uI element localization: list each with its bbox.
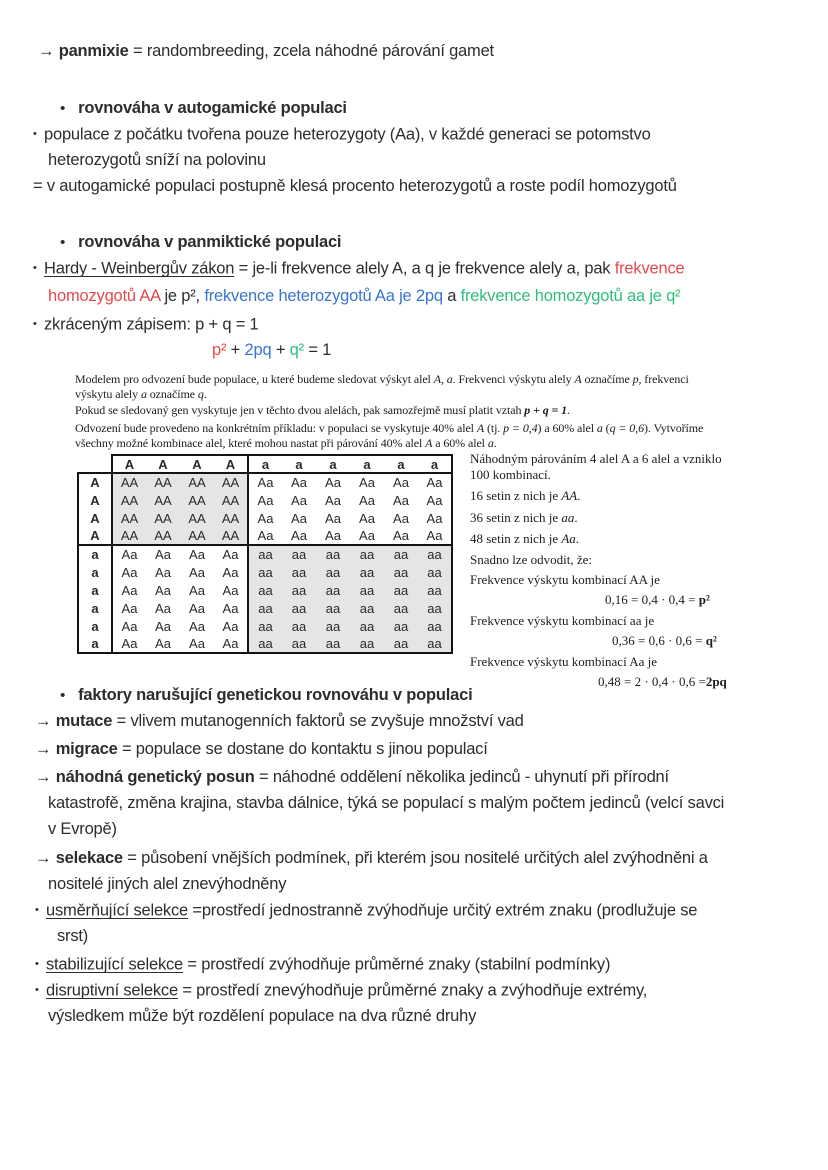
text-segment: →	[35, 849, 56, 867]
model-text-line-3	[75, 403, 570, 419]
model-text-line-2	[75, 387, 207, 403]
table-cell: aa	[350, 581, 384, 599]
table-cell: Aa	[155, 582, 171, 598]
table-cell: Aa	[214, 635, 248, 653]
text-segment: a	[140, 387, 147, 401]
text-segment: Frekvence výskytu kombinací AA je	[470, 572, 660, 587]
table-row	[78, 545, 452, 563]
table-cell: Aa	[121, 564, 138, 580]
table-cell: aa	[418, 617, 452, 635]
text-segment: výsledkem může být rozdělení populace na dva různé druhy	[48, 1007, 477, 1025]
table-cell: Aa	[325, 492, 341, 508]
text-segment: (	[602, 421, 610, 435]
text-segment: Hardy - Weinbergův zákon	[44, 259, 235, 278]
text-segment: a 60% alel	[432, 436, 488, 450]
table-row	[78, 491, 452, 509]
table-cell: Aa	[155, 600, 171, 616]
text-segment: = vlivem mutanogenních faktorů se zvyšuje množství vad	[112, 712, 524, 730]
table-cell: aa	[248, 617, 282, 635]
table-cell: aa	[248, 563, 282, 581]
text-segment: q²	[289, 341, 304, 359]
table-cell: aa	[248, 581, 282, 599]
table-header-row	[78, 455, 452, 473]
text-segment: označíme	[581, 372, 633, 386]
text-segment: = prostředí zvýhodňuje průměrné znaky (stabilní podmínky)	[183, 955, 611, 974]
table-cell: aa	[384, 563, 418, 581]
table-cell: aa	[350, 599, 384, 617]
table-cell: aa	[316, 635, 350, 653]
text-segment: nositelé jiných alel znevýhodněny	[48, 875, 287, 893]
table-cell: AA	[214, 473, 248, 491]
derivation-formula	[598, 674, 727, 690]
table-cell: aa	[282, 581, 316, 599]
text-segment: náhodná genetický posun	[55, 768, 255, 786]
line-populace-2	[48, 149, 266, 171]
table-cell: Aa	[155, 547, 171, 562]
text-segment: q = 0,6	[609, 421, 644, 435]
derivation-line	[470, 552, 592, 568]
line-disruptivni-2	[48, 1005, 476, 1027]
text-segment: p	[632, 372, 639, 386]
text-segment: •	[33, 318, 37, 330]
text-segment: faktory narušující genetickou rovnováhu v populaci	[78, 686, 473, 704]
text-segment: je p²,	[160, 287, 205, 305]
text-segment: zkráceným zápisem: p + q = 1	[39, 315, 259, 334]
table-cell: Aa	[316, 527, 350, 545]
text-segment: •	[60, 687, 66, 704]
text-segment: p = 0,4	[503, 421, 538, 435]
table-cell: Aa	[257, 475, 274, 490]
text-segment: 100 kombinací.	[470, 467, 551, 482]
text-segment: disruptivní selekce	[46, 981, 178, 1000]
table-cell: AA	[112, 473, 146, 491]
text-segment: (tj.	[484, 421, 504, 435]
text-segment: 16 setin z nich je	[470, 488, 562, 503]
table-cell: aa	[384, 545, 418, 563]
table-cell: aa	[350, 545, 384, 563]
table-cell: AA	[146, 491, 180, 509]
text-segment: A	[574, 372, 582, 386]
line-usmernujici-1	[35, 899, 697, 921]
table-cell: Aa	[418, 527, 452, 545]
text-segment: Modelem pro odvození bude populace, u které budeme sledovat výskyt alel	[75, 372, 434, 386]
text-segment: +	[271, 341, 290, 359]
text-segment: Odvození bude provedeno na konkrétním příkladu: v populaci se vyskytuje 40% alel	[75, 421, 477, 435]
derivation-line	[470, 531, 579, 547]
text-segment: →	[38, 42, 59, 60]
table-row-header: a	[78, 581, 112, 599]
text-segment: +	[226, 341, 245, 359]
text-segment: a	[442, 287, 461, 305]
table-cell: aa	[350, 563, 384, 581]
table-cell: AA	[180, 473, 214, 491]
heading-panmictic	[60, 231, 341, 254]
line-hardy-weinberg-1	[33, 257, 684, 279]
table-cell: aa	[418, 581, 452, 599]
table-cell: Aa	[121, 582, 138, 598]
text-segment: = náhodné oddělení několika jedinců - uhynutí při přírodní	[254, 768, 669, 786]
text-segment: ,	[440, 372, 447, 386]
table-cell: aa	[350, 617, 384, 635]
text-segment: a	[446, 372, 453, 386]
text-segment: .	[577, 488, 581, 503]
text-segment: frekvence heterozygotů Aa je 2pq	[204, 287, 443, 305]
table-cell: AA	[180, 491, 214, 509]
table-row-header: A	[78, 491, 112, 509]
text-segment: Frekvence výskytu kombinací Aa je	[470, 654, 658, 669]
table-cell: aa	[418, 599, 452, 617]
table-cell: aa	[384, 617, 418, 635]
text-segment: Náhodným párováním 4 alel A a 6 alel a vzniklo	[470, 451, 722, 466]
table-row-header: a	[78, 563, 112, 581]
text-segment: p²	[698, 592, 710, 607]
text-segment: q²	[705, 633, 717, 648]
text-segment: = populace se dostane do kontaktu s jinou populací	[117, 740, 488, 758]
table-cell: Aa	[121, 618, 138, 634]
table-cell: Aa	[214, 581, 248, 599]
table-cell: Aa	[214, 617, 248, 635]
table-row-header: a	[78, 599, 112, 617]
text-segment: a	[487, 436, 494, 450]
text-segment: 2pq	[705, 674, 727, 689]
table-col-header: a	[350, 455, 384, 473]
table-col-header: a	[282, 455, 316, 473]
table-cell: Aa	[359, 492, 375, 508]
table-cell: Aa	[325, 475, 341, 490]
text-segment: v Evropě)	[48, 820, 117, 838]
text-segment: Aa	[561, 531, 576, 546]
model-text-line-4	[75, 421, 703, 437]
text-segment: A	[425, 436, 433, 450]
text-segment: aa	[561, 510, 575, 525]
table-cell: aa	[248, 599, 282, 617]
table-cell: aa	[282, 635, 316, 653]
derivation-line	[470, 488, 580, 504]
derivation-line	[470, 572, 660, 588]
table-cell: Aa	[189, 564, 205, 580]
text-segment: 0,48 = 2 · 0,4 · 0,6 =	[598, 674, 706, 689]
line-hw-formula	[212, 339, 331, 361]
table-cell: AA	[112, 491, 146, 509]
table-cell: Aa	[418, 473, 452, 491]
model-text-line-5	[75, 436, 497, 452]
line-geneticky-posun-2	[48, 792, 724, 814]
line-selekace-2	[48, 873, 286, 895]
line-autogamic-conclusion	[33, 175, 677, 197]
derivation-line	[470, 613, 654, 629]
table-col-header: A	[146, 455, 180, 473]
text-segment: = prostředí znevýhodňuje průměrné znaky a zvýhodňuje extrémy,	[177, 981, 648, 1000]
text-segment: všechny možné kombinace alel, které mohou nastat při párování 40% alel	[75, 436, 426, 450]
table-cell: aa	[316, 563, 350, 581]
table-cell: Aa	[146, 635, 180, 653]
table-cell: Aa	[121, 600, 138, 616]
table-cell: aa	[350, 635, 384, 653]
line-selekace-1	[35, 847, 708, 869]
text-segment: 0,16 = 0,4 · 0,4 =	[605, 592, 699, 607]
text-segment: 2pq	[244, 341, 272, 359]
text-segment: = 1	[303, 341, 332, 359]
table-row	[78, 473, 452, 491]
table-col-header: a	[418, 455, 452, 473]
table-col-header: a	[316, 455, 350, 473]
table-cell: AA	[214, 527, 248, 545]
table-row	[78, 563, 452, 581]
table-cell: aa	[384, 581, 418, 599]
table-cell: aa	[384, 599, 418, 617]
heading-autogamic	[60, 97, 347, 120]
table-col-header: A	[180, 455, 214, 473]
table-cell: aa	[316, 581, 350, 599]
heading-factors	[60, 684, 472, 707]
text-segment: = působení vnějších podmínek, při kterém jsou nositelé určitých alel zvýhodněni a	[122, 849, 708, 867]
table-cell: AA	[112, 509, 146, 527]
text-segment: = v autogamické populaci postupně klesá procento heterozygotů a roste podíl homozygotů	[33, 177, 677, 195]
table-cell: AA	[214, 491, 248, 509]
text-segment: 48 setin z nich je	[470, 531, 562, 546]
table-cell: AA	[112, 527, 146, 545]
table-cell: AA	[146, 527, 180, 545]
text-segment: stabilizující selekce	[46, 955, 184, 974]
table-cell: Aa	[393, 510, 409, 526]
table-row	[78, 635, 452, 653]
line-disruptivni-1	[35, 979, 647, 1001]
text-segment: →	[35, 712, 56, 730]
table-col-header: A	[112, 455, 146, 473]
text-segment: panmixie	[58, 42, 129, 60]
text-segment: 0,36 = 0,6 · 0,6 =	[612, 633, 706, 648]
derivation-line	[470, 451, 722, 467]
table-col-header: A	[214, 455, 248, 473]
table-cell: Aa	[291, 510, 307, 526]
table-row	[78, 527, 452, 545]
table-cell: aa	[418, 635, 452, 653]
table-cell: aa	[282, 599, 316, 617]
table-row	[78, 581, 452, 599]
text-segment: označíme	[146, 387, 198, 401]
text-segment: usměrňující selekce	[46, 901, 189, 920]
table-row-header: a	[78, 617, 112, 635]
text-segment: .	[203, 387, 207, 401]
table-col-header: a	[384, 455, 418, 473]
table-cell: Aa	[189, 582, 205, 598]
line-short-notation	[33, 313, 259, 335]
table-cell: aa	[282, 563, 316, 581]
text-segment: .	[574, 510, 578, 525]
text-segment: •	[33, 128, 37, 140]
line-usmernujici-2	[57, 925, 88, 947]
model-text-line-1	[75, 372, 689, 388]
derivation-formula	[612, 633, 717, 649]
text-segment: rovnováha v autogamické populaci	[78, 99, 347, 117]
table-cell: Aa	[384, 527, 418, 545]
text-segment: frekvence	[614, 259, 685, 278]
table-cell: Aa	[325, 510, 341, 526]
line-geneticky-posun-1	[35, 766, 669, 788]
text-segment: frekvence homozygotů aa je q²	[460, 287, 681, 305]
text-segment: •	[35, 984, 39, 996]
text-segment: selekace	[55, 849, 123, 867]
table-cell: aa	[384, 635, 418, 653]
table-cell: aa	[316, 617, 350, 635]
table-cell: AA	[146, 509, 180, 527]
text-segment: a	[596, 421, 603, 435]
table-cell: Aa	[350, 527, 384, 545]
table-cell: aa	[418, 563, 452, 581]
table-cell: Aa	[359, 510, 375, 526]
text-segment: migrace	[55, 740, 118, 758]
text-segment: = randombreeding, zcela náhodné párování gamet	[128, 42, 494, 60]
table-row-header: a	[78, 635, 112, 653]
text-segment: Pokud se sledovaný gen vyskytuje jen v těchto dvou alelách, pak samozřejmě musí platit vztah	[75, 403, 525, 417]
table-cell: aa	[316, 599, 350, 617]
table-row	[78, 617, 452, 635]
table-row-header: A	[78, 473, 112, 491]
text-segment: →	[35, 768, 56, 786]
table-cell: Aa	[214, 599, 248, 617]
line-panmixie	[38, 40, 494, 62]
table-cell: Aa	[112, 635, 146, 653]
table-cell: Aa	[189, 547, 205, 562]
table-row-header: A	[78, 509, 112, 527]
text-segment: , frekvenci	[638, 372, 689, 386]
punnett-table	[77, 454, 453, 654]
table-cell: Aa	[214, 545, 248, 563]
text-segment: srst)	[57, 927, 89, 945]
table-col-header: a	[248, 455, 282, 473]
text-segment: =prostředí jednostranně zvýhodňuje určitý extrém znaku (prodlužuje se	[188, 901, 698, 920]
table-cell: Aa	[248, 527, 282, 545]
text-segment: katastrofě, změna krajina, stavba dálnice, týká se populací s malým počtem jedinců (velcí savci	[48, 794, 725, 812]
table-cell: aa	[282, 545, 316, 563]
table-cell: aa	[248, 635, 282, 653]
text-segment: •	[33, 262, 37, 274]
text-segment: ). Vytvoříme	[643, 421, 704, 435]
text-segment: mutace	[55, 712, 113, 730]
text-segment: Frekvence výskytu kombinací aa je	[470, 613, 655, 628]
table-row-header: A	[78, 527, 112, 545]
text-segment: •	[35, 958, 39, 970]
text-segment: A	[476, 421, 485, 435]
table-cell: Aa	[418, 509, 452, 527]
text-segment: .	[575, 531, 580, 546]
table-cell: Aa	[359, 475, 375, 490]
text-segment: výskytu alely	[75, 387, 141, 401]
table-row	[78, 509, 452, 527]
line-mutace	[35, 710, 524, 732]
table-cell: aa	[282, 617, 316, 635]
table-cell: AA	[180, 527, 214, 545]
table-cell: Aa	[214, 563, 248, 581]
table-cell: AA	[146, 473, 180, 491]
table-cell: Aa	[155, 564, 171, 580]
table-cell: Aa	[257, 492, 274, 508]
text-segment: .	[493, 436, 497, 450]
text-segment: homozygotů AA	[48, 287, 161, 305]
text-segment: .	[567, 403, 570, 417]
table-cell: AA	[180, 509, 214, 527]
table-cell: aa	[418, 545, 452, 563]
table-cell: Aa	[189, 600, 205, 616]
line-migrace	[35, 738, 488, 760]
text-segment: q	[197, 387, 204, 401]
table-cell: Aa	[189, 618, 205, 634]
table-cell: Aa	[418, 491, 452, 509]
derivation-line	[470, 467, 551, 483]
text-segment: p + q = 1	[524, 403, 568, 417]
table-cell: Aa	[291, 475, 307, 490]
table-cell: Aa	[393, 492, 409, 508]
table-row-header: a	[78, 545, 112, 563]
text-segment: heterozygotů sníží na polovinu	[48, 151, 266, 169]
text-segment: AA	[561, 488, 578, 503]
table-cell: Aa	[291, 492, 307, 508]
table-cell: AA	[214, 509, 248, 527]
text-segment: 36 setin z nich je	[470, 510, 562, 525]
line-populace-1	[33, 123, 651, 145]
table-cell: Aa	[393, 475, 409, 490]
text-segment: . Frekvenci výskytu alely	[452, 372, 575, 386]
text-segment: populace z počátku tvořena pouze heterozygoty (Aa), v každé generaci se potomstvo	[39, 125, 651, 144]
text-segment: rovnováha v panmiktické populaci	[78, 233, 342, 251]
table-row	[78, 599, 452, 617]
text-segment: Snadno lze odvodit, že:	[470, 552, 593, 567]
line-geneticky-posun-3	[48, 818, 117, 840]
table-corner-cell	[78, 455, 112, 473]
table-cell: Aa	[155, 618, 171, 634]
derivation-line	[470, 654, 657, 670]
table-cell: Aa	[282, 527, 316, 545]
text-segment: p²	[212, 341, 227, 359]
line-stabilizujici	[35, 953, 610, 975]
text-segment: ) a 60% alel	[537, 421, 597, 435]
derivation-line	[470, 510, 578, 526]
text-segment: A	[433, 372, 441, 386]
text-segment: = je-li frekvence alely A, a q je frekvence alely a, pak	[234, 259, 615, 278]
table-cell: Aa	[121, 547, 138, 562]
table-cell: aa	[248, 545, 282, 563]
text-segment: •	[35, 904, 39, 916]
text-segment: →	[35, 740, 56, 758]
derivation-formula	[605, 592, 710, 608]
table-cell: Aa	[257, 510, 274, 526]
text-segment: •	[60, 100, 66, 117]
text-segment: •	[60, 234, 66, 251]
line-hardy-weinberg-2	[48, 285, 680, 307]
table-cell: Aa	[180, 635, 214, 653]
table-cell: aa	[316, 545, 350, 563]
